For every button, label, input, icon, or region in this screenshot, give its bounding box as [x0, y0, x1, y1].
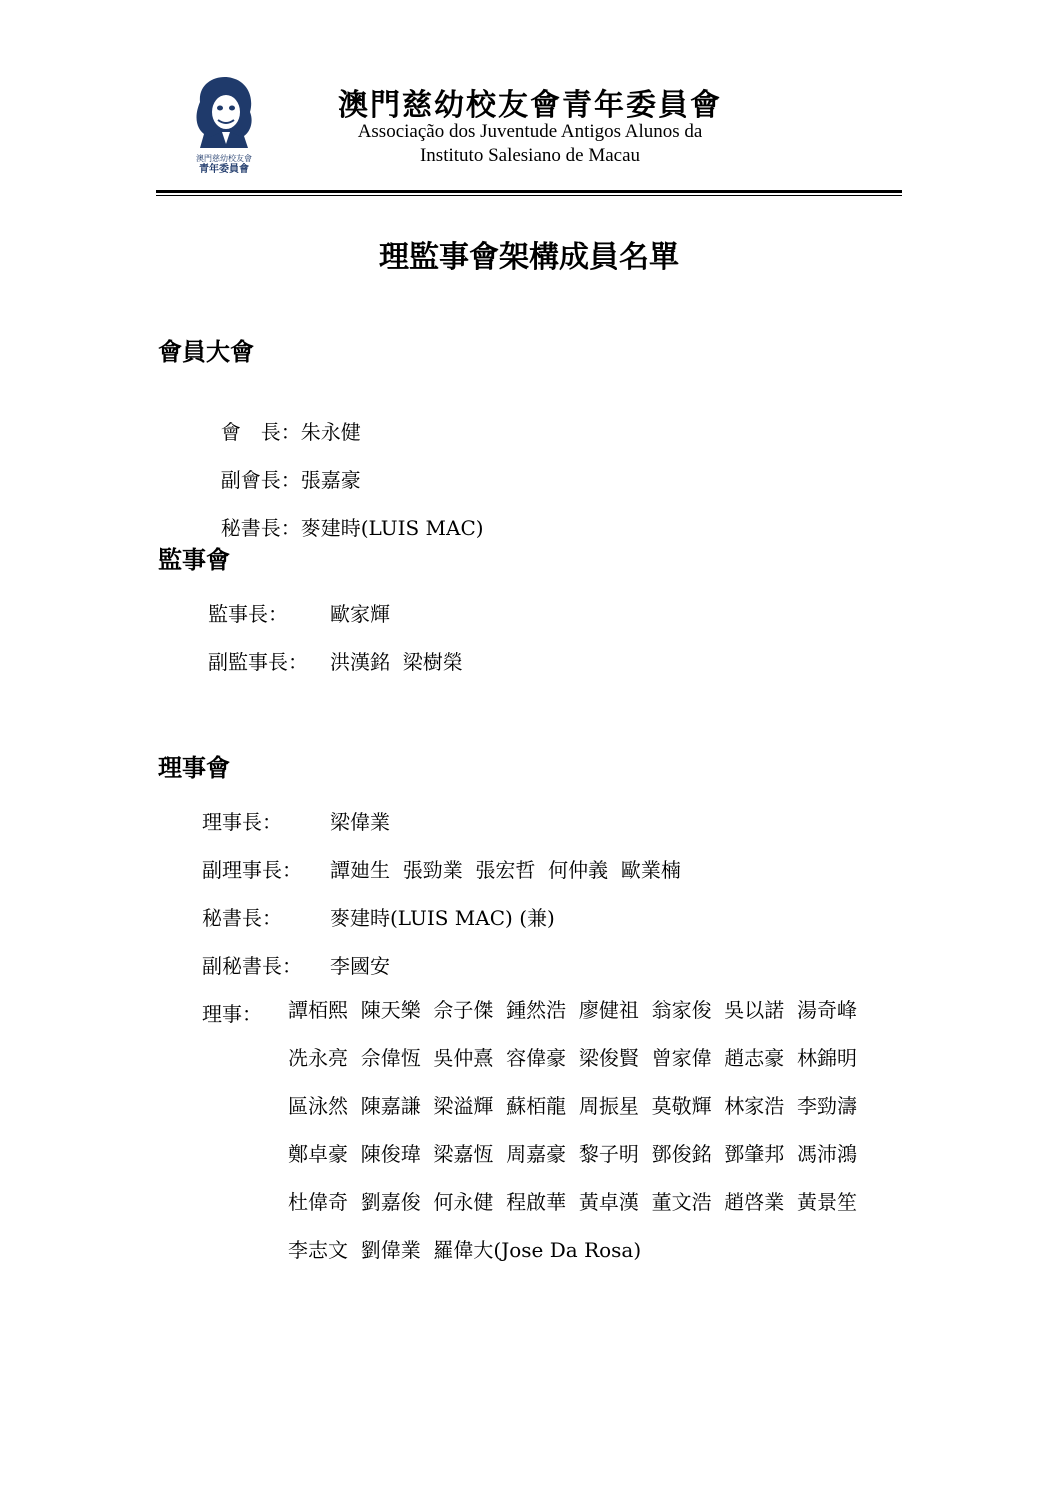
row-label: 理事長： [202, 810, 282, 834]
row-label: 會 長： [220, 420, 301, 444]
directors-list-line: 杜偉奇 劉嘉俊 何永健 程啟華 黃卓漢 董文浩 趙啓業 黃景笙 [288, 1190, 858, 1214]
row-label: 監事長： [208, 602, 288, 626]
directors-list-line: 鄭卓豪 陳俊瑋 梁嘉恆 周嘉豪 黎子明 鄧俊銘 鄧肇邦 馮沛鴻 [288, 1142, 858, 1166]
letterhead [0, 0, 1058, 200]
header-divider-thin [156, 195, 902, 196]
row-value: 李國安 [330, 954, 390, 978]
document-title: 理監事會架構成員名單 [379, 240, 679, 275]
directors-list-line: 李志文 劉偉業 羅偉大(Jose Da Rosa) [288, 1238, 642, 1262]
organization-logo [188, 72, 260, 176]
directors-list-line: 區泳然 陳嘉謙 梁溢輝 蘇栢龍 周振星 莫敬輝 林家浩 李勁濤 [288, 1094, 858, 1118]
directors-label: 理事： [202, 1002, 262, 1026]
logo-caption-line1: 澳門慈幼校友會 [196, 154, 252, 163]
row-value: 梁偉業 [330, 810, 390, 834]
row-value: 歐家輝 [330, 602, 390, 626]
row-label: 秘書長： [202, 906, 282, 930]
section-heading-supervisory-board: 監事會 [158, 546, 230, 574]
logo-caption-line2: 青年委員會 [199, 164, 249, 175]
row-label: 副監事長： [208, 650, 308, 674]
row-value: 譚廸生 張勁業 張宏哲 何仲義 歐業楠 [330, 858, 681, 882]
header-divider-thick [156, 190, 902, 193]
row-label: 秘書長： [220, 516, 301, 540]
directors-list-line: 冼永亮 佘偉恆 吳仲熹 容偉豪 梁俊賢 曾家偉 趙志豪 林錦明 [288, 1046, 858, 1070]
row-value: 洪漢銘 梁樹榮 [330, 650, 463, 674]
row-value: 麥建時(LUIS MAC) (兼) [330, 906, 555, 930]
row-label: 副理事長： [202, 858, 302, 882]
section-heading-general-assembly: 會員大會 [158, 338, 254, 366]
section-heading-board-of-directors: 理事會 [158, 754, 230, 782]
org-name-pt-line1: Associação dos Juventude Antigos Alunos da [357, 121, 703, 142]
row-value: 麥建時(LUIS MAC) [300, 516, 484, 540]
row-label: 副秘書長： [202, 954, 302, 978]
row-label: 副會長： [220, 468, 301, 492]
directors-list-line: 譚栢熙 陳天樂 佘子傑 鍾然浩 廖健祖 翁家俊 吳以諾 湯奇峰 [288, 998, 858, 1022]
org-name-portuguese [300, 120, 760, 168]
org-name-pt-line2: Instituto Salesiano de Macau [419, 145, 641, 166]
org-name-chinese: 澳門慈幼校友會青年委員會 [338, 88, 722, 123]
general-assembly-row [208, 486, 484, 542]
row-value: 張嘉豪 [300, 468, 361, 492]
row-value: 朱永健 [300, 420, 361, 444]
